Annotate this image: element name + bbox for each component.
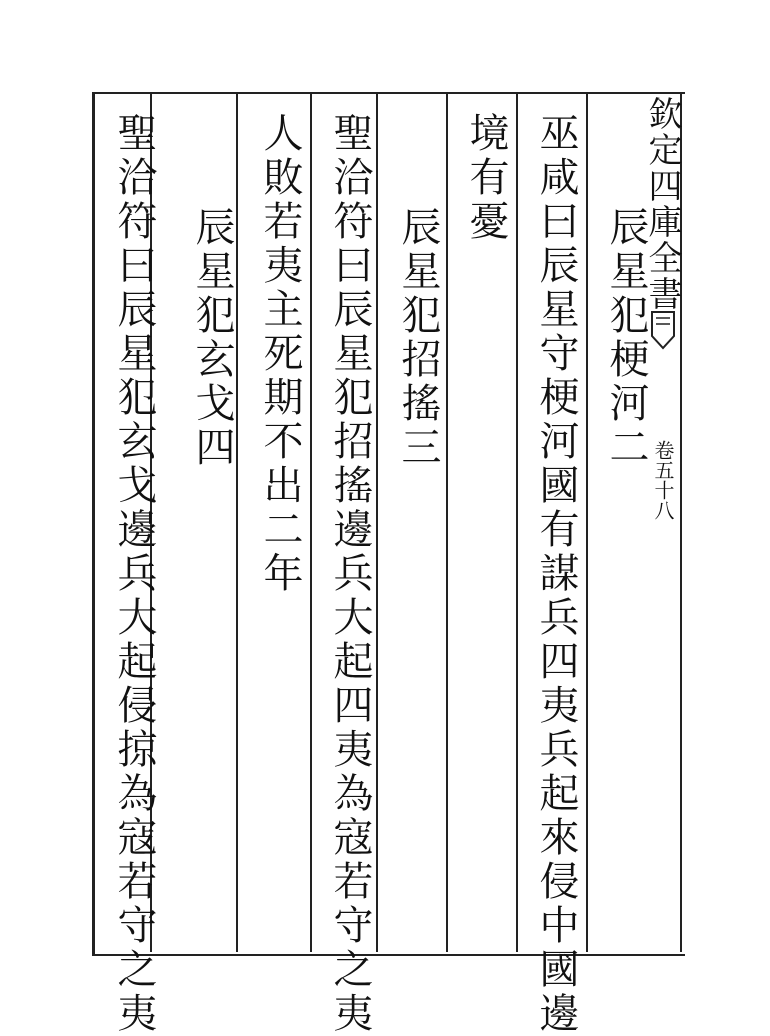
text-column: 辰星犯玄戈四: [189, 206, 235, 470]
page-frame: [92, 92, 685, 956]
volume-label: 卷五十八: [651, 440, 675, 520]
column-rule: [586, 92, 588, 952]
text-column: 聖洽符曰辰星犯招搖邊兵大起四夷為寇若守之夷: [327, 112, 373, 1036]
text-column: 境有憂: [463, 112, 509, 244]
text-column: 辰星犯招搖三: [395, 206, 441, 470]
text-column: 巫咸曰辰星守梗河國有謀兵四夷兵起來侵中國邊: [533, 112, 579, 1036]
column-rule: [516, 92, 518, 952]
column-rule: [310, 92, 312, 952]
column-rule: [446, 92, 448, 952]
text-column: 聖洽符曰辰星犯玄戈邊兵大起侵掠為寇若守之夷: [111, 112, 157, 1036]
book-title: 欽定四庫全書: [642, 96, 682, 312]
text-column: 辰星犯梗河二: [603, 206, 649, 470]
text-column: 人敗若夷主死期不出二年: [257, 112, 303, 596]
